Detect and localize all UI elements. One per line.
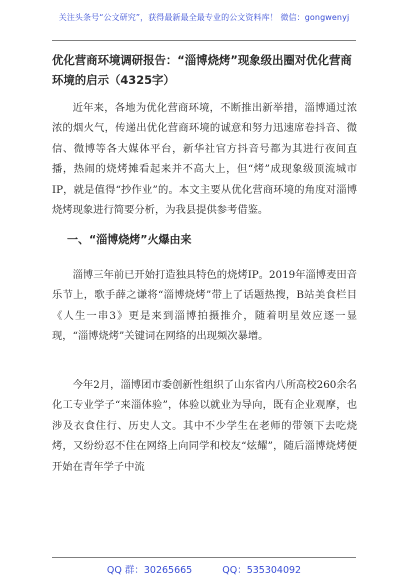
header-divider [52,40,356,41]
footer-qq-group: QQ 群：30265665 [106,565,193,576]
footer-divider [52,557,356,558]
footer-qq: QQ：535304092 [222,565,302,576]
section-heading: 一、“淄博烧烤”火爆由来 [67,233,192,246]
header-promo-note: 关注头条号“公文研究”，获得最新最全最专业的公文资料库！ 微信：gongwenyj [58,13,350,22]
body-paragraph-2: 今年2月，淄博团市委创新性组织了山东省内八所高校260余名化工专业学子“来淄体验”，体验以就业为导向，既有企业观摩，也涉及衣食住行、历史人文。其中不少学生在老师的带领下去吃烧烤，又纷纷忍不住在网络上向同学和校友“炫耀”，随后淄博烧烤便开始在青年学子中流 [52,379,357,473]
footer-contact [0,562,408,576]
document-title: 优化营商环境调研报告：“淄博烧烤”现象级出圈对优化营商环境的启示（4325字） [52,53,352,87]
intro-paragraph: 近年来，各地为优化营商环境，不断推出新举措，淄博通过浓浓的烟火气，传递出优化营商环境的诚意和努力迅速席卷抖音、微信、微博等各大媒体平台，新华社官方抖音号都为其进行夜间直播，热闹的烧烤摊看起来并不高大上，但“烤”成现象级顶流城市IP，就是值得“抄作业”的。本文主要从优化营商环境的角度对淄博烧烤现象进行简要分析，为我县提供参考借鉴。 [52,102,357,217]
body-paragraph-1: 淄博三年前已开始打造独具特色的烧烤IP。2019年淄博麦田音乐节上，歌手薛之谦将“淄博烧烤”带上了话题热搜，B站美食栏目《人生一串3》更是来到淄博拍摄推介，随着明星效应逐一显现，“淄博烧烤”关键词在网络的出现频次暴增。 [52,269,357,343]
